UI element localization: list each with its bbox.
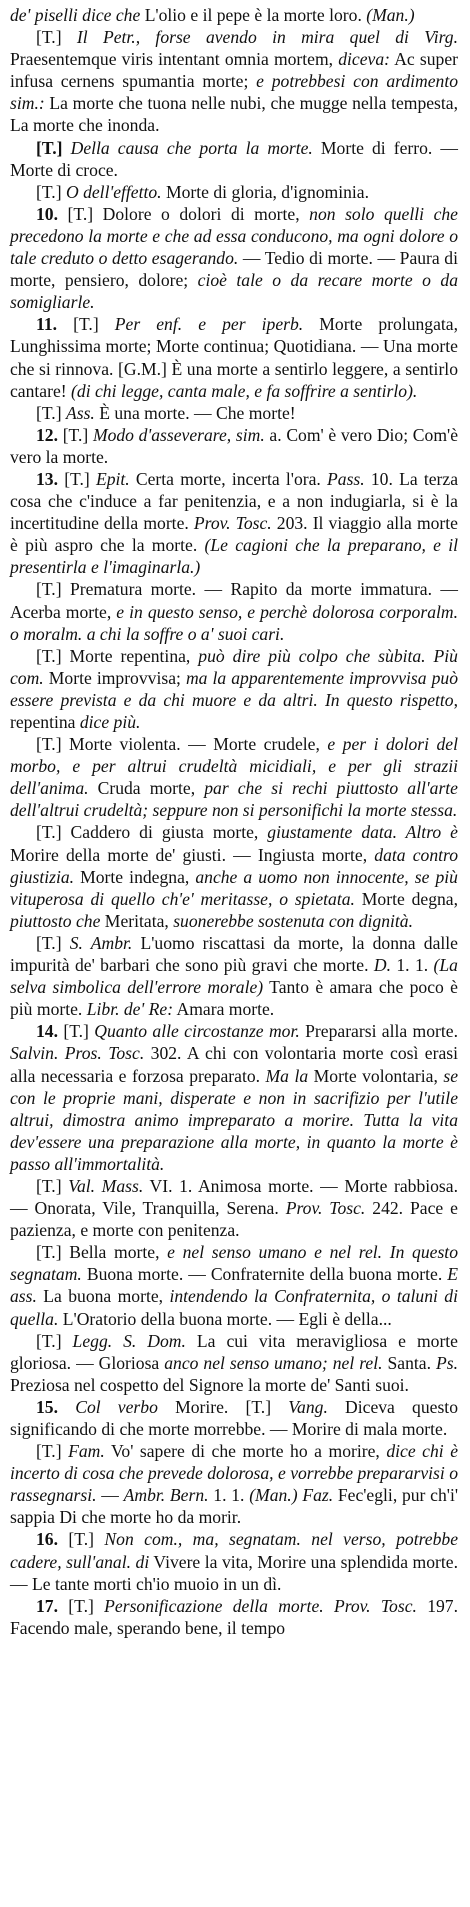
text-segment: Personificazione della morte. Prov. Tosc.	[104, 1595, 417, 1616]
text-segment: Morte degna,	[354, 888, 458, 909]
text-segment: se con le proprie mani, disperate e non in sacrifizio per l'utile altrui, dimostra animo impreparato a morire. Tutta la vita dev'essere una preparazione alla morte, in quanto la morte è passo all'immortalità.	[10, 1065, 458, 1174]
text-segment: dice più.	[79, 712, 141, 732]
text-segment: [T.] Caddero di giusta morte,	[36, 822, 268, 843]
text-segment: (Le cagioni che la preparano, e il presentirla e l'imaginarla.)	[10, 535, 458, 578]
text-segment: È una morte. — Che morte!	[94, 402, 296, 423]
text-segment: dice chi è incerto di cosa che prevede dolorosa, e vorrebbe prepararvisi o rassegnarsi.	[10, 1441, 459, 1506]
text-segment: (La selva simbolica dell'errore morale)	[10, 955, 458, 998]
text-segment: Della causa che porta la morte.	[70, 137, 313, 158]
section-number: 14.	[36, 1021, 58, 1042]
text-segment: anche a uomo non innocente, se più vituperosa di quello ch'e' meritasse, o spietata.	[10, 866, 458, 909]
text-segment: 302. A chi con volontaria morte così erasi alla necessaria e forzosa preparato.	[10, 1043, 458, 1086]
text-segment: — Tedio di morte. — Paura di morte, pensiero, dolore;	[10, 248, 458, 291]
text-segment: L'Oratorio della buona morte. — Egli è della...	[58, 1308, 392, 1329]
text-segment: La cui vita meravigliosa e morte gloriosa. — Gloriosa	[10, 1330, 458, 1373]
text-segment: Prepararsi alla morte.	[299, 1021, 458, 1042]
text-segment: Morire. [T.]	[157, 1396, 289, 1417]
text-segment: Certa morte, incerta l'ora.	[129, 468, 328, 489]
dictionary-paragraph	[10, 4, 458, 26]
text-segment: intendendo la Confraternita, o taluni di quella.	[10, 1286, 458, 1329]
text-segment: Praesentemque viris intentant omnia mortem,	[10, 49, 339, 70]
section-number: 15.	[36, 1396, 58, 1417]
text-segment: [T.]	[58, 1595, 105, 1616]
text-segment: [T.] Dolore o dolori di morte,	[58, 203, 310, 224]
text-segment: (Man.)	[366, 5, 415, 25]
text-segment	[58, 1397, 75, 1417]
section-number: 17.	[36, 1595, 58, 1616]
text-segment: [T.]	[57, 314, 115, 335]
dictionary-paragraph	[10, 1241, 458, 1329]
text-segment: Quanto alle circostanze mor.	[94, 1021, 300, 1042]
text-segment: piuttosto che	[10, 910, 101, 931]
text-segment: ma la apparentemente improvvisa può essere prevista e da chi muore e da altri. In questo rispetto	[10, 667, 458, 710]
text-segment: O dell'effetto.	[65, 181, 162, 202]
dictionary-paragraph	[10, 645, 458, 733]
text-segment: [T.]	[58, 1021, 95, 1042]
text-segment: Ma la	[265, 1065, 309, 1086]
dictionary-paragraph	[10, 1330, 458, 1396]
text-segment: S. Ambr.	[69, 932, 133, 953]
dictionary-paragraph	[10, 203, 458, 313]
section-number: 10.	[36, 203, 58, 224]
text-segment: Meritata,	[100, 910, 174, 931]
text-segment: cioè tale o da recare morte o da somigliarle.	[10, 270, 458, 313]
dictionary-paragraph	[10, 402, 458, 424]
text-segment: [T.]	[58, 468, 96, 489]
text-segment: Vivere la vita, Morire una splendida morte. — Le tante morti ch'io muoio in un dì.	[10, 1551, 458, 1594]
text-segment: Non com., ma, segnatam. nel verso, potrebbe cadere, sull'anal. di	[10, 1529, 458, 1572]
text-segment: (di chi legge, canta male, e fa soffrire a sentirlo).	[71, 380, 418, 401]
text-segment: Morte di ferro. — Morte di croce.	[10, 137, 458, 180]
dictionary-paragraph	[10, 424, 458, 468]
text-segment: e nel senso umano e nel rel. In questo segnatam.	[10, 1242, 458, 1285]
text-segment: diceva:	[338, 49, 391, 70]
text-segment: Morte volontaria,	[308, 1065, 444, 1086]
text-segment: (Man.) Faz.	[249, 1485, 334, 1506]
text-segment: 1. 1.	[208, 1485, 250, 1506]
text-segment: 1. 1.	[390, 955, 434, 976]
text-segment: La buona morte,	[36, 1286, 170, 1307]
text-segment: Libr. de' Re:	[86, 999, 174, 1020]
text-segment: Epit.	[95, 468, 130, 489]
text-segment: [T.]	[58, 1529, 105, 1550]
text-segment: Val. Mass.	[68, 1175, 144, 1196]
text-segment: Prov. Tosc.	[285, 1198, 366, 1219]
text-segment: D.	[373, 955, 391, 976]
text-segment: anco nel senso umano; nel rel.	[164, 1352, 383, 1373]
text-segment: Ass.	[65, 402, 95, 423]
text-segment: 203. Il viaggio alla morte è più aspro che la morte.	[10, 513, 458, 556]
text-segment: Prov. Tosc.	[193, 513, 272, 534]
text-segment: Fec'egli, pur ch'i' sappia Di che morte ho da morir.	[10, 1485, 459, 1528]
dictionary-paragraph	[10, 1175, 458, 1241]
text-segment: Morire della morte de' giusti. — Ingiusta morte,	[10, 844, 375, 865]
text-segment: a. Com' è vero Dio; Com'è vero la morte.	[10, 424, 458, 467]
text-segment: può dire più colpo che sùbita. Più com.	[10, 645, 458, 688]
dictionary-paragraph	[10, 1396, 458, 1440]
dictionary-paragraph	[10, 313, 458, 401]
text-segment: giustamente data. Altro è	[267, 822, 458, 843]
text-segment: E ass.	[10, 1264, 458, 1307]
dictionary-paragraph	[10, 1595, 458, 1639]
text-segment: de' piselli dice che	[10, 5, 145, 25]
text-segment: Tanto è amara che poco è più morte.	[10, 977, 458, 1020]
text-segment: Morte di gloria, d'ignominia.	[161, 181, 370, 202]
text-segment: VI. 1. Animosa morte. — Morte rabbiosa. — Onorata, Vile, Tranquilla, Serena.	[10, 1175, 458, 1219]
text-segment: non solo quelli che precedono la morte e che ad essa conducono, ma ogni dolore o tale creduto o detto esagerando.	[10, 203, 458, 269]
text-segment: e per i dolori del morbo, e per altrui crudeltà micidiali, e per gli strazii dell'anima.	[10, 734, 458, 799]
text-segment: [T.]	[36, 932, 70, 953]
text-segment: 242. Pace e pazienza, e morte con penitenza.	[10, 1198, 458, 1241]
text-segment: [T.]	[58, 424, 93, 445]
text-segment: L'olio e il pepe è la morte loro.	[144, 5, 367, 25]
section-number: 16.	[36, 1529, 58, 1550]
text-segment: Col verbo	[75, 1396, 158, 1417]
text-segment: Ac super infusa cernens spumantia morte;	[10, 49, 458, 92]
text-segment: Modo d'asseverare, sim.	[92, 424, 265, 445]
text-segment: Fam.	[68, 1441, 105, 1462]
text-segment: Preziosa nel cospetto del Signore la morte de' Santi suoi.	[10, 1374, 409, 1395]
text-segment: [T.] Morte repentina,	[36, 645, 199, 666]
section-number: 13.	[36, 468, 58, 489]
text-segment: Pass.	[327, 468, 365, 489]
text-segment: La morte che tuona nelle nubi, che mugge nella tempesta, La morte che inonda.	[10, 93, 458, 136]
dictionary-paragraph	[10, 1440, 458, 1528]
dictionary-paragraph	[10, 733, 458, 821]
dictionary-paragraph	[10, 932, 458, 1020]
dictionary-paragraph	[10, 26, 458, 136]
text-segment: L'uomo riscattasi da morte, la donna dalle impurità de' barbari che sono più gravi che morte.	[10, 932, 458, 976]
text-segment: [T.]	[36, 27, 77, 48]
text-segment: Vo' sapere di che morte ho a morire,	[104, 1441, 387, 1462]
text-segment: Buona morte. — Confraternite della buona morte.	[81, 1264, 448, 1285]
text-segment: Morte improvvisa;	[43, 667, 186, 688]
text-segment: Diceva questo significando di che morte morrebbe. — Morire di mala morte.	[10, 1396, 458, 1439]
text-segment: Morte indegna,	[74, 866, 196, 887]
text-segment: [T.]	[36, 181, 66, 202]
text-segment: [T.] Prematura morte. — Rapito da morte immatura. — Acerba morte,	[10, 579, 458, 622]
text-segment: Salvin. Pros. Tosc.	[10, 1043, 145, 1064]
text-segment: 10. La terza cosa che c'induce a far penitenzia, e a non indugiarla, si è la incertitudine della morte.	[10, 468, 459, 534]
text-segment: Santa.	[382, 1352, 436, 1373]
dictionary-paragraph	[10, 1020, 458, 1175]
dictionary-paragraph	[10, 821, 458, 931]
section-number: 12.	[36, 424, 58, 445]
text-segment: [T.] Morte violenta. — Morte crudele,	[36, 734, 328, 755]
text-segment: e in questo senso, e perchè dolorosa corporalm. o moralm. a chi la soffre o a' suoi cari.	[10, 601, 458, 644]
section-number: 11.	[36, 314, 58, 335]
text-segment: [T.]	[36, 1175, 69, 1196]
text-segment: Amara morte.	[173, 999, 275, 1020]
text-segment: —	[96, 1485, 124, 1506]
dictionary-paragraph	[10, 137, 458, 181]
text-segment: , repentina	[10, 689, 458, 732]
text-segment: [T.]	[36, 1330, 73, 1351]
text-segment: data contro giustizia.	[10, 844, 458, 887]
text-segment: [T.]	[36, 402, 66, 423]
dictionary-paragraph	[10, 468, 458, 578]
text-segment: Ps.	[435, 1352, 458, 1373]
text-segment: suonerebbe sostenuta con dignità.	[173, 910, 413, 931]
text-segment: Ambr. Bern.	[123, 1485, 209, 1506]
text-segment: e potrebbesi con ardimento sim.:	[10, 71, 458, 114]
text-segment: Per enf. e per iperb.	[114, 314, 304, 335]
text-segment: [T.]	[36, 1441, 69, 1462]
text-segment: 197. Facendo male, sperando bene, il tempo	[10, 1595, 458, 1638]
dictionary-paragraph	[10, 1528, 458, 1594]
text-segment: Vang.	[288, 1396, 328, 1417]
text-segment: Il Petr., forse avendo in mira quel di Virg.	[76, 27, 458, 48]
text-segment: Cruda morte,	[88, 778, 205, 799]
section-number: [T.]	[36, 137, 71, 158]
text-segment: par che si rechi piuttosto all'arte dell'altrui crudeltà; seppure non si personifichi la morte stessa.	[10, 778, 458, 821]
dictionary-paragraph	[10, 181, 458, 203]
dictionary-paragraph	[10, 578, 458, 644]
text-segment: Legg. S. Dom.	[72, 1330, 186, 1351]
text-segment: [T.] Bella morte,	[36, 1242, 168, 1263]
text-segment: Morte prolungata, Lunghissima morte; Morte continua; Quotidiana. — Una morte che si rinnova. [G.M.] È una morte a sentirlo leggere, a sentirlo cantare!	[10, 314, 459, 401]
